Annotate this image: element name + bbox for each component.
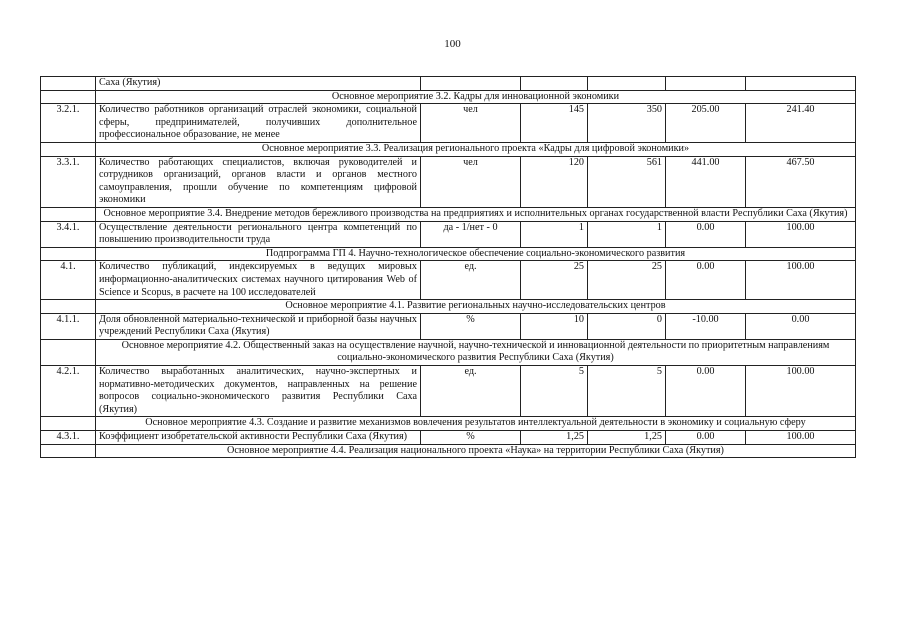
cell-value-2: 25 [588, 261, 666, 300]
cell-unit [421, 77, 521, 91]
cell-value-2: 0 [588, 313, 666, 339]
cell-unit: чел [421, 104, 521, 143]
cell-value-2: 350 [588, 104, 666, 143]
cell-number [41, 207, 96, 221]
cell-description: Коэффициент изобретательской активности Республики Саха (Якутия) [96, 431, 421, 445]
cell-number [41, 90, 96, 104]
table-row [41, 104, 856, 143]
table-row [41, 156, 856, 207]
section-header-row [41, 247, 856, 261]
section-header-row [41, 417, 856, 431]
cell-value-3: -10.00 [666, 313, 746, 339]
cell-value-4: 100.00 [746, 261, 856, 300]
cell-value-1: 1,25 [521, 431, 588, 445]
table-row [41, 313, 856, 339]
cell-number: 3.4.1. [41, 221, 96, 247]
cell-unit: чел [421, 156, 521, 207]
cell-unit: да - 1/нет - 0 [421, 221, 521, 247]
cell-number [41, 77, 96, 91]
cell-number: 3.3.1. [41, 156, 96, 207]
cell-number [41, 444, 96, 458]
cell-value-2: 561 [588, 156, 666, 207]
section-title: Основное мероприятие 3.4. Внедрение методов бережливого производства на предприятиях и исполнительных органах государственной власти Республики Саха (Якутия) [96, 207, 856, 221]
cell-description: Количество публикаций, индексируемых в ведущих мировых информационно-аналитических системах научного цитирования Web of Science и Scopus, в расчете на 100 исследователей [96, 261, 421, 300]
cell-number: 4.2.1. [41, 366, 96, 417]
cell-value-2: 5 [588, 366, 666, 417]
section-header-row [41, 444, 856, 458]
cell-value-1: 1 [521, 221, 588, 247]
table-row-continued [41, 77, 856, 91]
section-header-row [41, 339, 856, 365]
cell-value-3: 0.00 [666, 221, 746, 247]
cell-description: Количество работающих специалистов, включая руководителей и сотрудников организаций, органов власти и органов местного самоуправления, прошли обучение по компетенциям цифровой экономики [96, 156, 421, 207]
cell-value-3: 441.00 [666, 156, 746, 207]
section-header-row [41, 142, 856, 156]
cell-number: 4.1.1. [41, 313, 96, 339]
section-title: Основное мероприятие 3.3. Реализация регионального проекта «Кадры для цифровой экономики» [96, 142, 856, 156]
cell-value-2: 1,25 [588, 431, 666, 445]
cell-description: Количество работников организаций отраслей экономики, социальной сферы, предпринимателей, получивших дополнительное профессиональное образование, не менее [96, 104, 421, 143]
indicators-table [40, 76, 856, 458]
section-title: Подпрограмма ГП 4. Научно-технологическое обеспечение социально-экономического развития [96, 247, 856, 261]
cell-number [41, 247, 96, 261]
cell-value-1: 10 [521, 313, 588, 339]
section-title: Основное мероприятие 4.4. Реализация национального проекта «Наука» на территории Республики Саха (Якутия) [96, 444, 856, 458]
cell-value-3 [666, 77, 746, 91]
cell-value-1: 5 [521, 366, 588, 417]
cell-number [41, 142, 96, 156]
cell-value-4: 241.40 [746, 104, 856, 143]
table-row [41, 221, 856, 247]
section-header-row [41, 300, 856, 314]
cell-value-2: 1 [588, 221, 666, 247]
cell-value-4: 100.00 [746, 221, 856, 247]
cell-value-3: 0.00 [666, 366, 746, 417]
cell-value-3: 0.00 [666, 431, 746, 445]
cell-value-1: 145 [521, 104, 588, 143]
cell-unit: % [421, 431, 521, 445]
section-title: Основное мероприятие 4.2. Общественный заказ на осуществление научной, научно-технической и инновационной деятельности по приоритетным направлениям социально-экономического развития Республики Саха (Якутия) [96, 339, 856, 365]
section-header-row [41, 90, 856, 104]
cell-value-1: 25 [521, 261, 588, 300]
cell-description: Доля обновленной материально-технической и приборной базы научных учреждений Республики Саха (Якутия) [96, 313, 421, 339]
cell-number [41, 300, 96, 314]
cell-unit: ед. [421, 366, 521, 417]
section-title: Основное мероприятие 3.2. Кадры для инновационной экономики [96, 90, 856, 104]
section-header-row [41, 207, 856, 221]
page-number: 100 [444, 38, 461, 50]
cell-unit: ед. [421, 261, 521, 300]
table-row [41, 261, 856, 300]
cell-value-3: 0.00 [666, 261, 746, 300]
cell-description: Осуществление деятельности регионального центра компетенций по повышению производительности труда [96, 221, 421, 247]
cell-unit: % [421, 313, 521, 339]
cell-value-1: 120 [521, 156, 588, 207]
cell-number: 4.3.1. [41, 431, 96, 445]
cell-number: 4.1. [41, 261, 96, 300]
cell-value-3: 205.00 [666, 104, 746, 143]
cell-value-4: 100.00 [746, 431, 856, 445]
section-title: Основное мероприятие 4.3. Создание и развитие механизмов вовлечения результатов интеллектуальной деятельности в экономику и социальную сферу [96, 417, 856, 431]
table-row [41, 431, 856, 445]
cell-value-2 [588, 77, 666, 91]
cell-description: Количество выработанных аналитических, научно-экспертных и нормативно-методических документов, направленных на решение вопросов социально-экономического развития Республики Саха (Якутия) [96, 366, 421, 417]
cell-value-4: 467.50 [746, 156, 856, 207]
cell-value-1 [521, 77, 588, 91]
cell-number [41, 417, 96, 431]
cell-value-4 [746, 77, 856, 91]
cell-value-4: 0.00 [746, 313, 856, 339]
cell-number [41, 339, 96, 365]
table-row [41, 366, 856, 417]
cell-description: Саха (Якутия) [96, 77, 421, 91]
cell-number: 3.2.1. [41, 104, 96, 143]
cell-value-4: 100.00 [746, 366, 856, 417]
section-title: Основное мероприятие 4.1. Развитие региональных научно-исследовательских центров [96, 300, 856, 314]
